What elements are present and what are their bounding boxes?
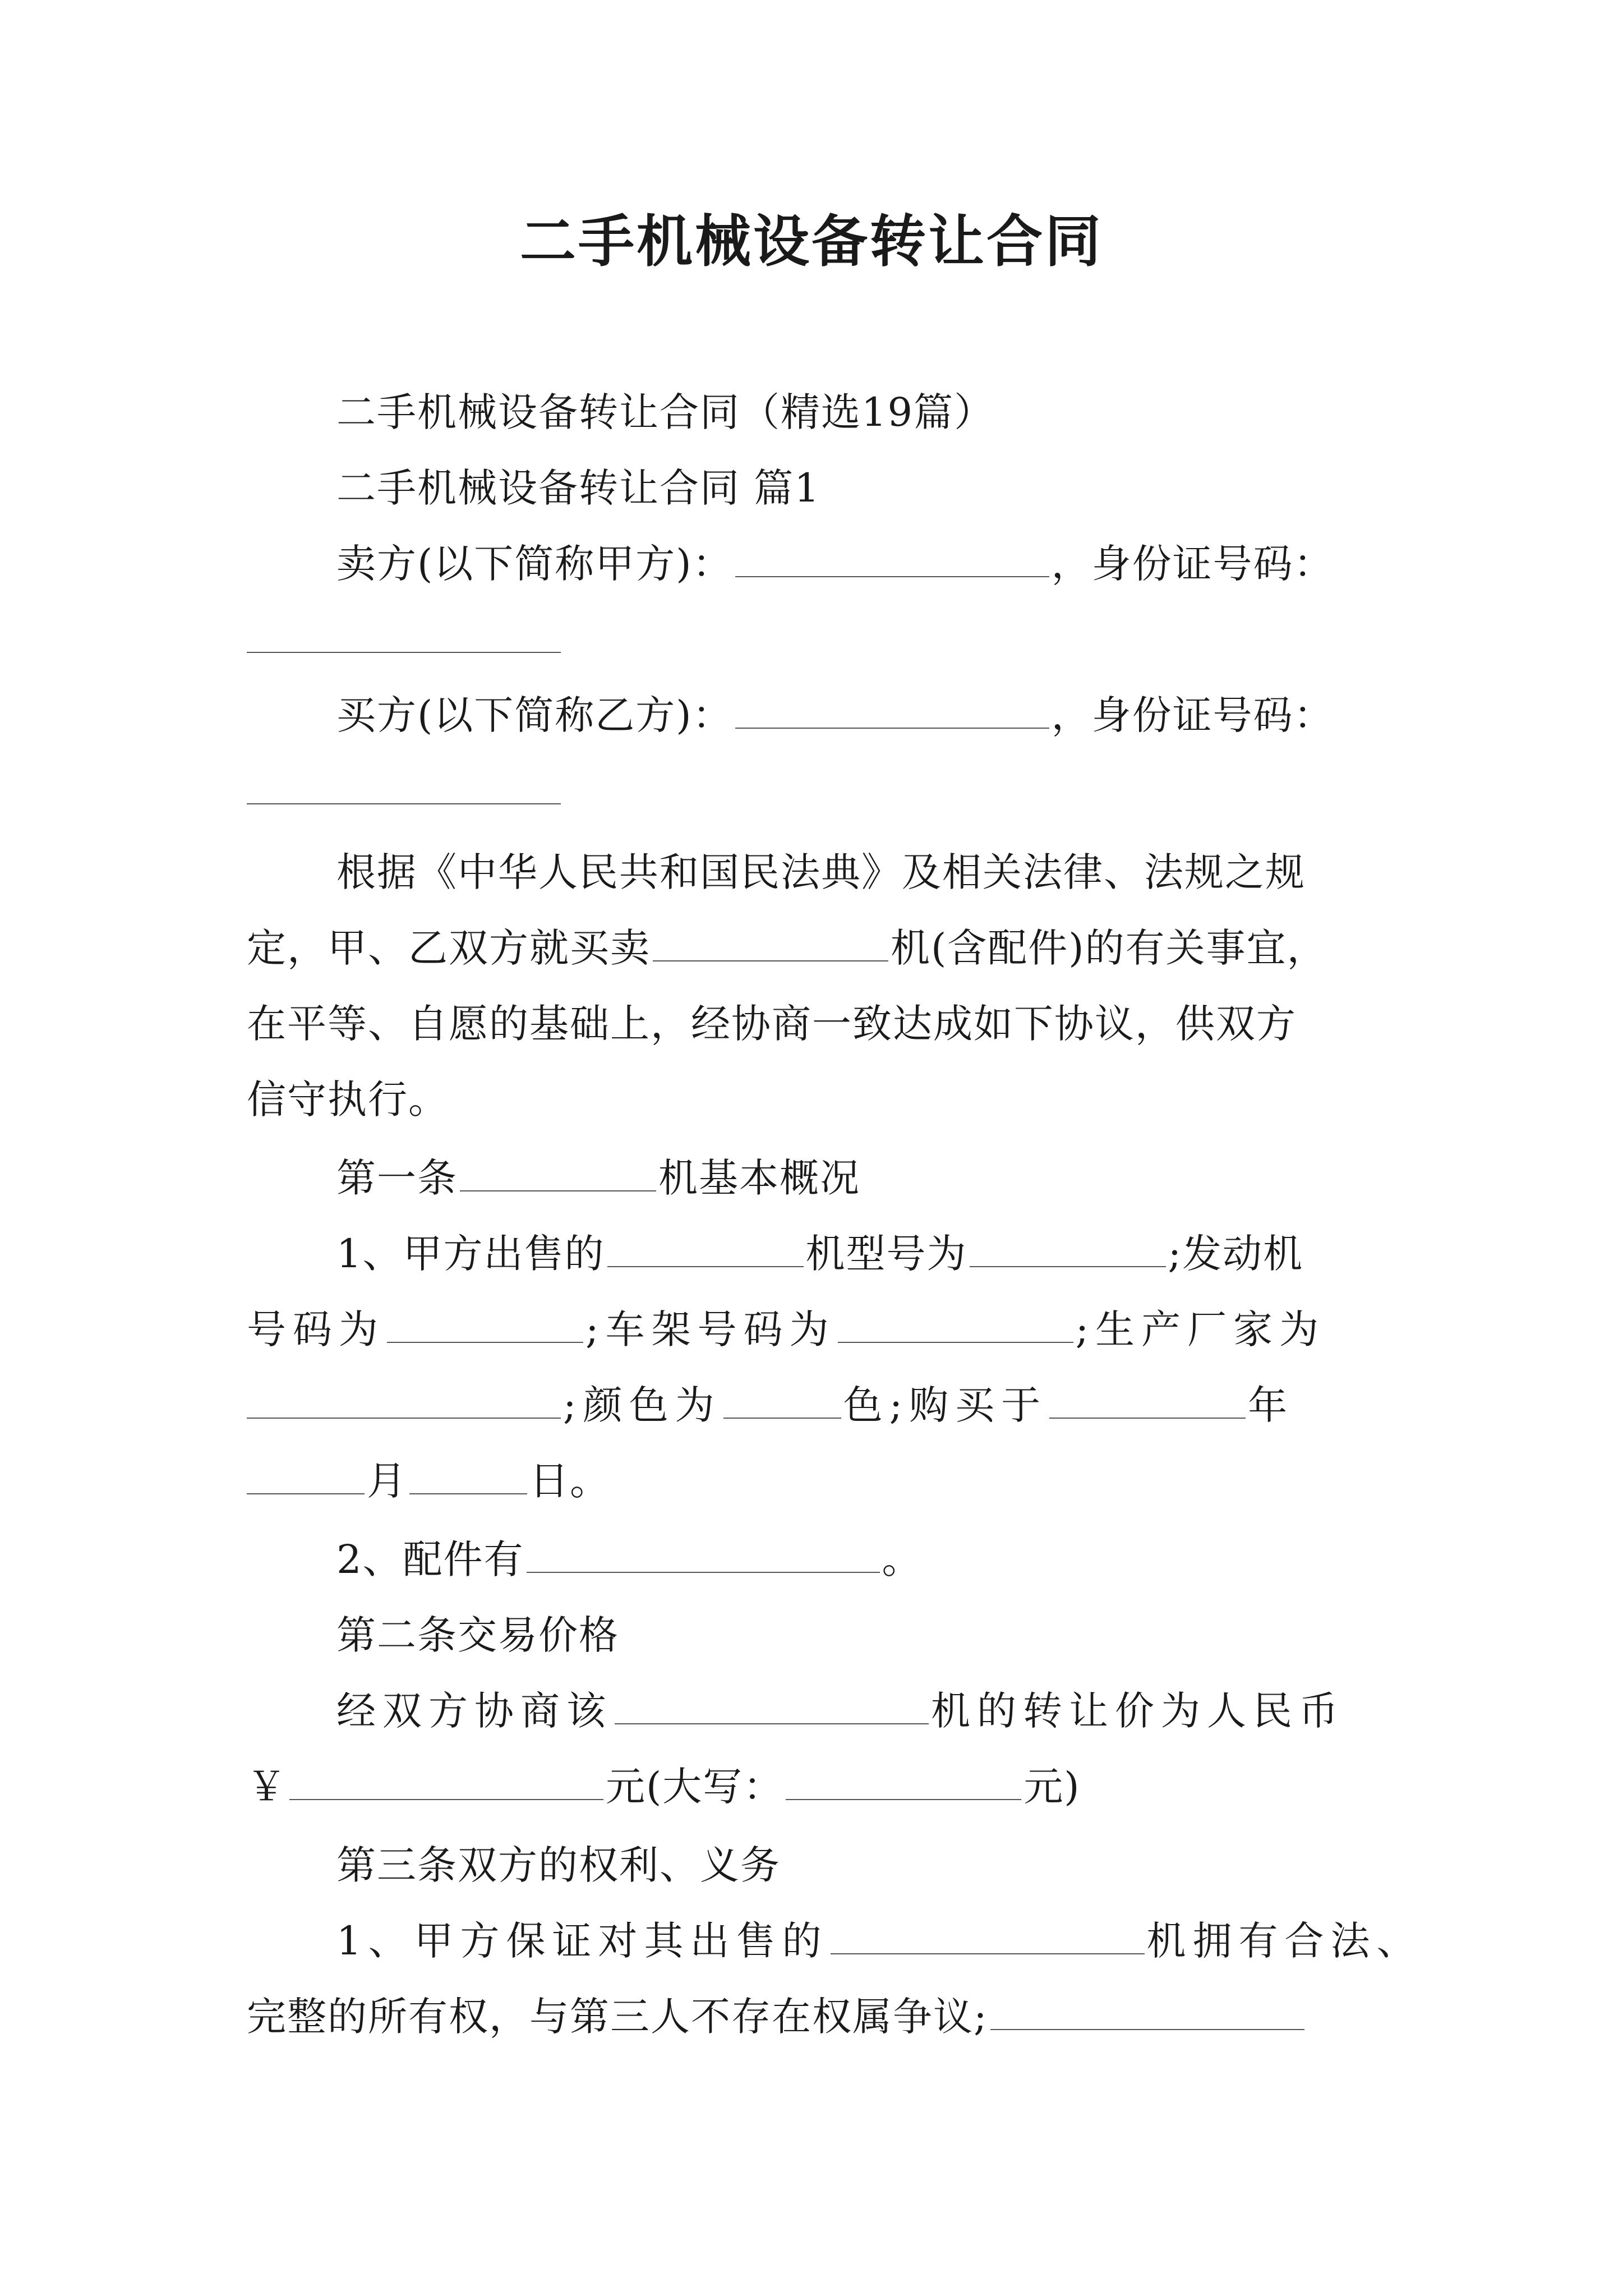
price-e: 元) <box>1023 1764 1081 1810</box>
machine-type-blank[interactable] <box>653 921 888 961</box>
item1-j: 月 <box>367 1458 407 1504</box>
right1-machine-blank[interactable] <box>831 1914 1145 1954</box>
item1-c: ;发动机 <box>1168 1231 1304 1277</box>
item1-d: 号码为 <box>247 1306 385 1352</box>
buyer-label: 买方(以下简称乙方)： <box>336 692 733 738</box>
buyer-id-line <box>247 763 1391 819</box>
item2-line <box>247 1531 1481 1588</box>
accessories-blank[interactable] <box>527 1533 880 1573</box>
right1-line-1 <box>247 1913 1481 1969</box>
seller-line <box>247 536 1481 592</box>
item1-i: 年 <box>1248 1382 1294 1428</box>
item1-h: 色;购买于 <box>843 1382 1048 1428</box>
item1-line-3 <box>247 1377 1391 1433</box>
item1-b: 机型号为 <box>805 1231 967 1277</box>
engine-number-blank[interactable] <box>387 1303 583 1343</box>
preamble-line-2 <box>247 920 1391 976</box>
frame-number-blank[interactable] <box>838 1303 1073 1343</box>
manufacturer-blank[interactable] <box>247 1378 561 1419</box>
seller-id-blank[interactable] <box>247 613 561 653</box>
buyer-name-blank[interactable] <box>735 688 1049 729</box>
price-uppercase-blank[interactable] <box>786 1760 1021 1800</box>
preamble-line-1: 根据《中华人民共和国民法典》及相关法律、法规之规 <box>336 849 1306 895</box>
preamble-line-3: 在平等、自愿的基础上，经协商一致达成如下协议，供双方 <box>247 1001 1297 1047</box>
document-title: 二手机械设备转让合同 <box>520 208 1103 274</box>
preamble-2b: 机(含配件)的有关事宜， <box>891 925 1327 971</box>
item1-f: ;生产厂家为 <box>1075 1306 1326 1352</box>
price-line-2 <box>247 1759 1391 1815</box>
purchase-year-blank[interactable] <box>1049 1378 1246 1419</box>
clause-3-heading: 第三条双方的权利、义务 <box>336 1842 781 1888</box>
purchase-day-blank[interactable] <box>409 1454 527 1494</box>
price-amount-blank[interactable] <box>289 1760 603 1800</box>
price-d: 元(大写： <box>606 1764 784 1810</box>
item1-g: ;颜色为 <box>563 1382 721 1428</box>
clause1-b: 机基本概况 <box>658 1155 860 1201</box>
seller-id-label: ，身份证号码： <box>1051 541 1334 587</box>
item1-k: 日。 <box>529 1458 610 1504</box>
item1-a: 1、甲方出售的 <box>336 1231 605 1277</box>
color-blank[interactable] <box>723 1378 841 1419</box>
model-blank[interactable] <box>970 1227 1166 1267</box>
right1-tail-blank[interactable] <box>990 1990 1304 2030</box>
subtitle: 二手机械设备转让合同（精选19篇） <box>336 389 995 435</box>
clause1-blank[interactable] <box>460 1151 656 1191</box>
price-c: ￥ <box>247 1764 287 1810</box>
item1-line-1 <box>247 1226 1481 1282</box>
seller-id-line <box>247 611 1391 668</box>
clause-2-heading: 第二条交易价格 <box>336 1612 619 1658</box>
clause1-a: 第一条 <box>336 1155 458 1201</box>
price-b: 机的转让价为人民币 <box>931 1688 1345 1734</box>
buyer-id-blank[interactable] <box>247 764 561 804</box>
right1-b: 机拥有合法、 <box>1146 1918 1423 1964</box>
seller-name-blank[interactable] <box>735 537 1049 577</box>
item1-machine-blank[interactable] <box>607 1227 804 1267</box>
item1-line-2 <box>247 1301 1391 1358</box>
right1-c: 完整的所有权，与第三人不存在权属争议; <box>247 1994 988 2040</box>
article-heading: 二手机械设备转让合同 篇1 <box>336 465 820 511</box>
preamble-2a: 定，甲、乙双方就买卖 <box>247 925 651 971</box>
item2-a: 2、配件有 <box>336 1536 524 1582</box>
right1-line-2 <box>247 1989 1391 2045</box>
buyer-line <box>247 687 1481 743</box>
clause-1-heading <box>247 1150 1481 1206</box>
item2-b: 。 <box>882 1536 923 1582</box>
right1-a: 1、甲方保证对其出售的 <box>336 1918 828 1964</box>
seller-label: 卖方(以下简称甲方)： <box>336 541 733 587</box>
price-a: 经双方协商该 <box>336 1688 612 1734</box>
price-machine-blank[interactable] <box>615 1684 929 1724</box>
price-line-1 <box>247 1683 1481 1739</box>
item1-e: ;车架号码为 <box>585 1306 836 1352</box>
preamble-line-4: 信守执行。 <box>247 1076 449 1122</box>
buyer-id-label: ，身份证号码： <box>1051 692 1334 738</box>
purchase-month-blank[interactable] <box>247 1454 365 1494</box>
item1-line-4 <box>247 1453 1391 1509</box>
